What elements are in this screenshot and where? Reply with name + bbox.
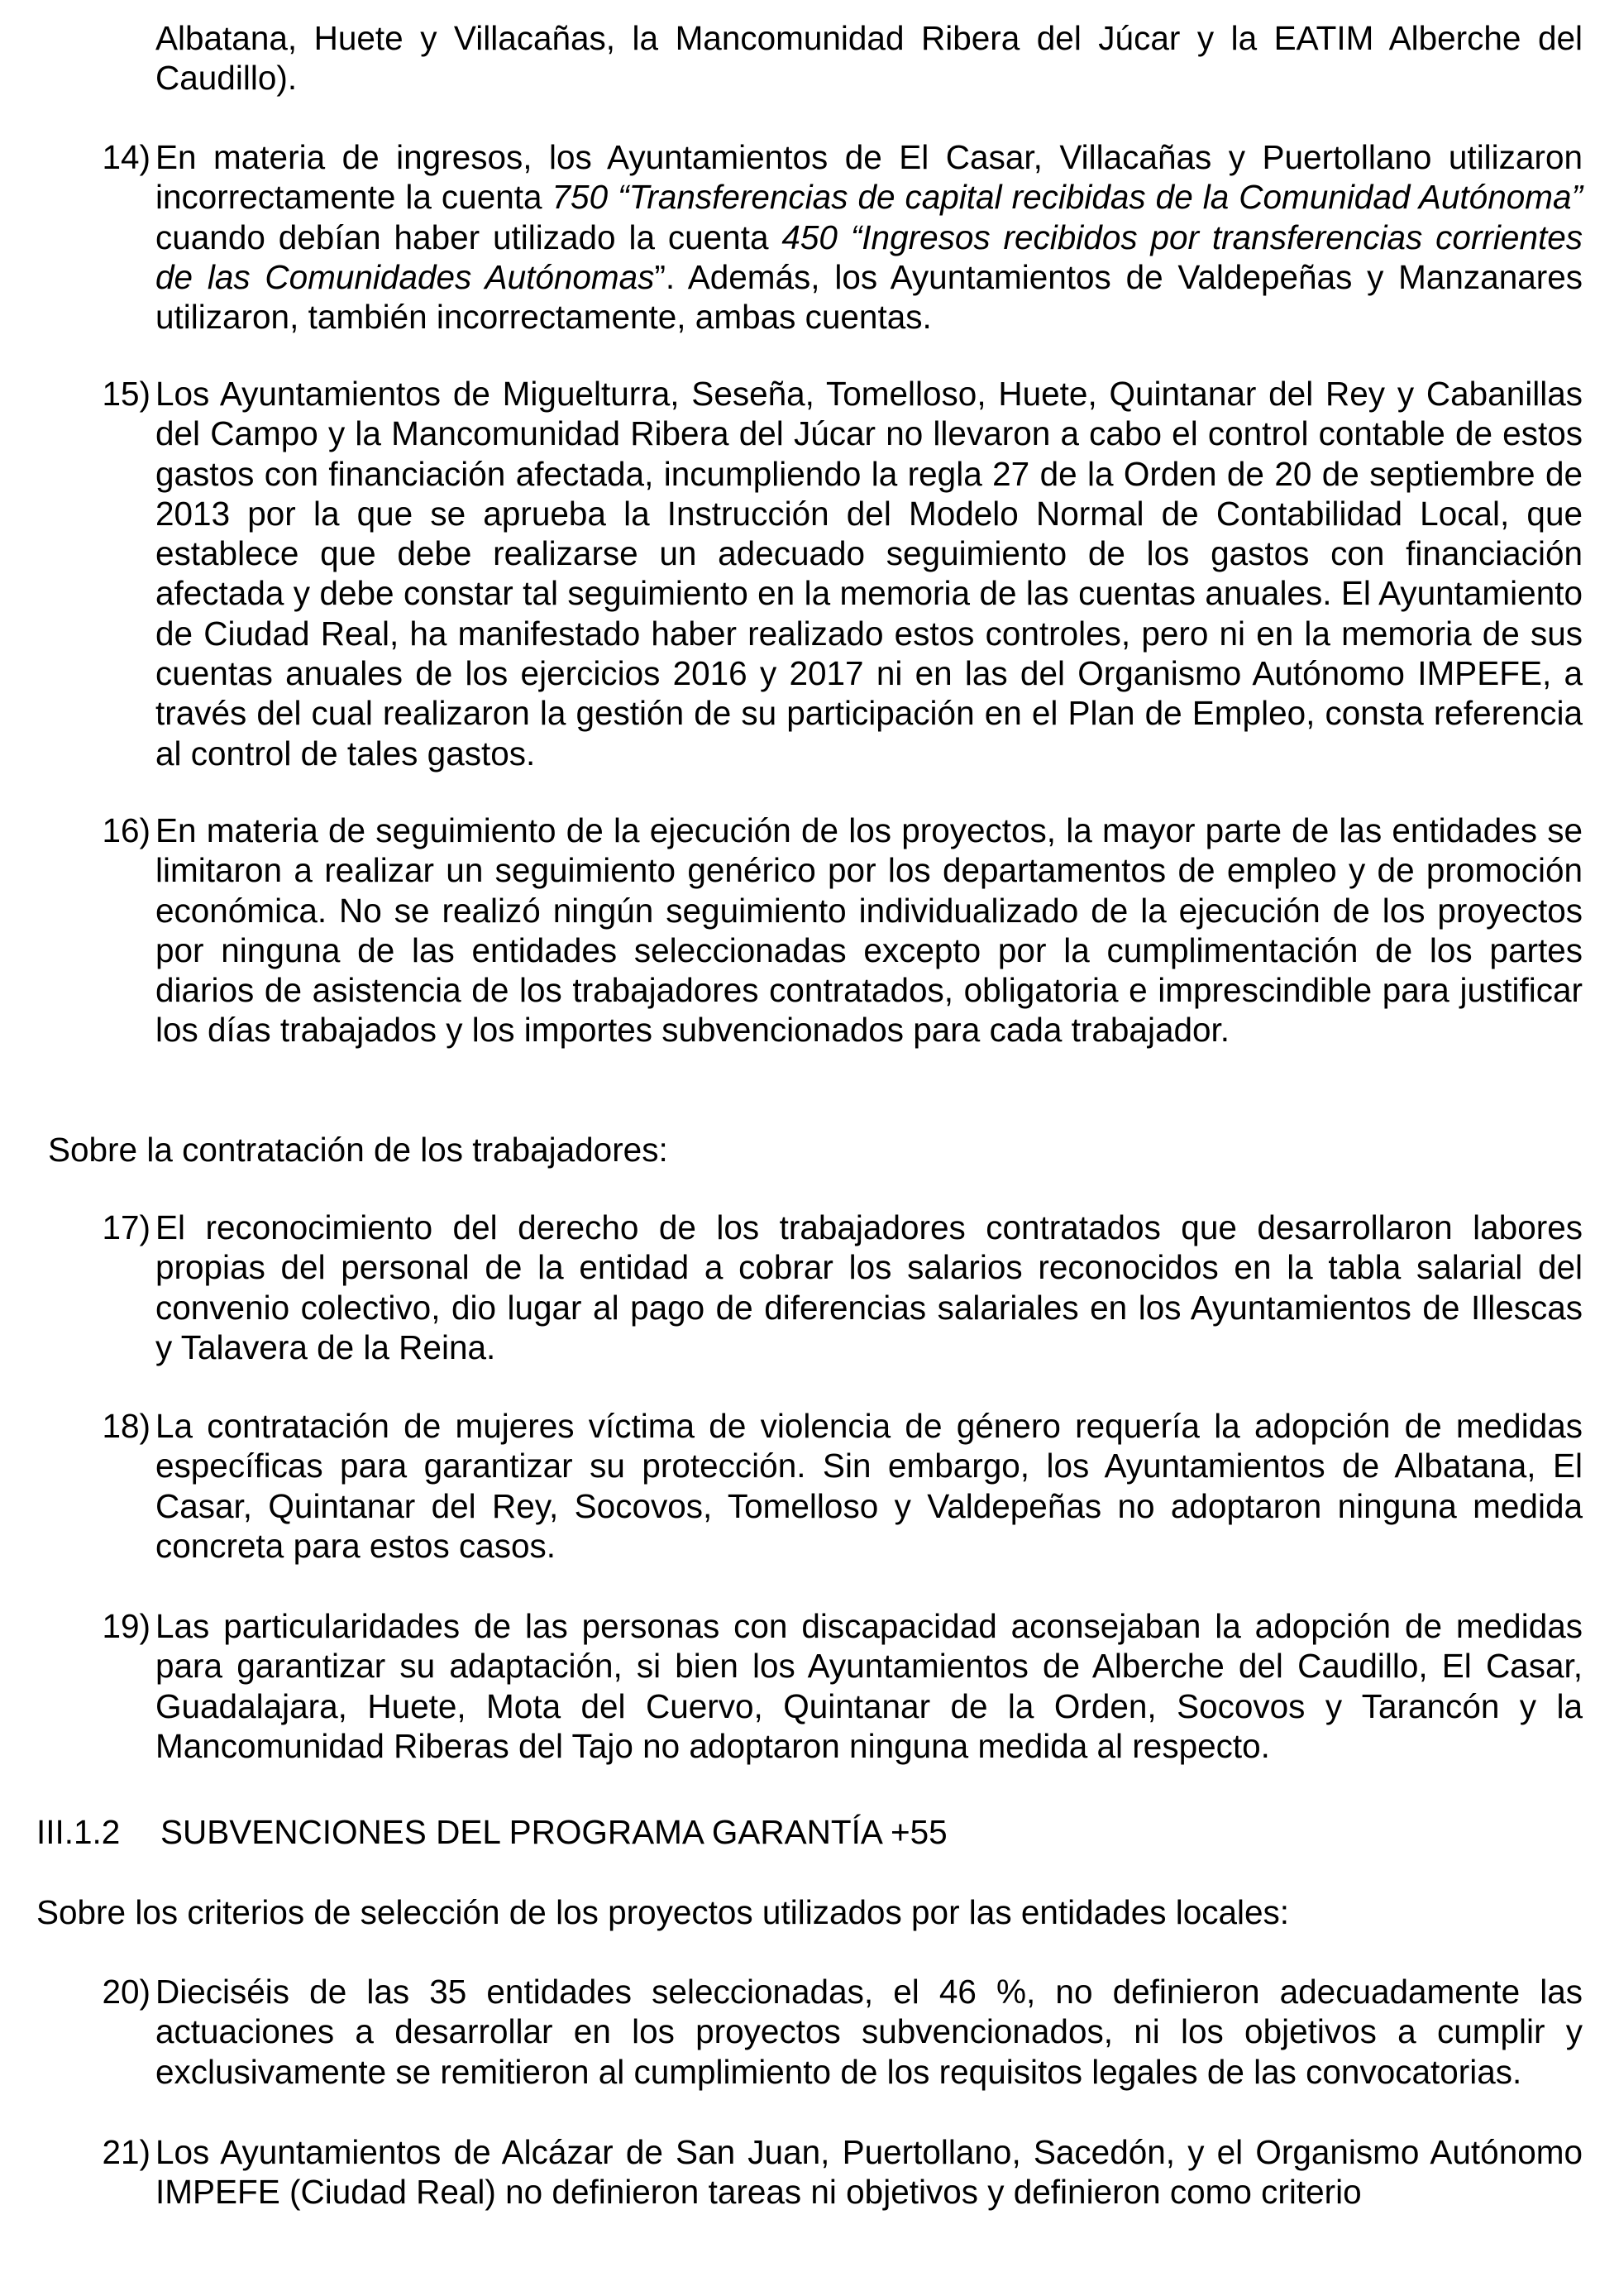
section-code: III.1.2 xyxy=(36,1813,121,1851)
item-text: El reconocimiento del derecho de los trabajadores contratados que desarrollaron labores propias del personal de la entidad a cobrar los salarios reconocidos en la tabla salarial del convenio colectivo, dio lugar al pago de diferencias salariales en los Ayuntamientos de Illescas y Talavera de la Reina. xyxy=(155,1208,1583,1366)
paragraph-criteria: Sobre los criterios de selección de los proyectos utilizados por las entidades locales: xyxy=(36,1893,1290,1931)
item-text: Los Ayuntamientos de Miguelturra, Seseña, Tomelloso, Huete, Quintanar del Rey y Cabanillas del Campo y la Mancomunidad Ribera del Júcar no llevaron a cabo el control contable de estos gastos con financiación afectada, incumpliendo la regla 27 de la Orden de 20 de septiembre de 2013 por la que se aprueba la Instrucción del Modelo Normal de Contabilidad Local, que establece que debe realizarse un adecuado seguimiento de los gastos con financiación afectada y debe constar tal seguimiento en la memoria de las cuentas anuales. El Ayuntamiento de Ciudad Real, ha manifestado haber realizado estos controles, pero ni en la memoria de sus cuentas anuales de los ejercicios 2016 y 2017 ni en las del Organismo Autónomo IMPEFE, a través del cual realizaron la gestión de su participación en el Plan de Empleo, consta referencia al control de tales gastos. xyxy=(155,375,1583,773)
item-number: 19) xyxy=(102,1607,150,1645)
section-heading xyxy=(36,1812,948,1852)
list-item-20 xyxy=(91,1972,1583,2092)
item-text: La contratación de mujeres víctima de violencia de género requería la adopción de medidas específicas para garantizar su protección. Sin embargo, los Ayuntamientos de Albatana, El Casar, Quintanar del Rey, Socovos, Tomelloso y Valdepeñas no adoptaron ninguna medida concreta para estos casos. xyxy=(155,1407,1583,1565)
item-text: Dieciséis de las 35 entidades seleccionadas, el 46 %, no definieron adecuadamente las actuaciones a desarrollar en los proyectos subvencionados, ni los objetivos a cumplir y exclusivamente se remitieron al cumplimiento de los requisitos legales de las convocatorias. xyxy=(155,1973,1583,2091)
list-item-16 xyxy=(91,811,1583,1050)
list-item-18 xyxy=(91,1406,1583,1566)
item-number: 14) xyxy=(102,138,150,176)
item-text: Las particularidades de las personas con discapacidad aconsejaban la adopción de medidas para garantizar su adaptación, si bien los Ayuntamientos de Alberche del Caudillo, El Casar, Guadalajara, Huete, Mota del Cuervo, Quintanar de la Orden, Socovos y Tarancón y la Mancomunidad Riberas del Tajo no adoptaron ninguna medida al respecto. xyxy=(155,1607,1583,1765)
list-item-15 xyxy=(91,374,1583,773)
item-number: 15) xyxy=(102,375,150,413)
item-number: 18) xyxy=(102,1407,150,1445)
paragraph-workers: Sobre la contratación de los trabajadores: xyxy=(48,1131,668,1169)
list-item-17 xyxy=(91,1208,1583,1367)
section-title: SUBVENCIONES DEL PROGRAMA GARANTÍA +55 xyxy=(160,1813,948,1851)
item-text: En materia de seguimiento de la ejecución de los proyectos, la mayor parte de las entidades se limitaron a realizar un seguimiento genérico por los departamentos de empleo y de promoción económica. No se realizó ningún seguimiento individualizado de la ejecución de los proyectos por ninguna de las entidades seleccionadas excepto por la cumplimentación de los partes diarios de asistencia de los trabajadores contratados, obligatoria e imprescindible para justificar los días trabajados y los importes subvencionados para cada trabajador. xyxy=(155,811,1583,1050)
item-number: 17) xyxy=(102,1208,150,1246)
item-text: En materia de ingresos, los Ayuntamientos de El Casar, Villacañas y Puertollano utilizaron incorrectamente la cuenta 750 “Transferencias de capital recibidas de la Comunidad Autónoma” cuando debían haber utilizado la cuenta 450 “Ingresos recibidos por transferencias corrientes de las Comunidades Autónomas”. Además, los Ayuntamientos de Valdepeñas y Manzanares utilizaron, también incorrectamente, ambas cuentas. xyxy=(155,138,1583,337)
item-text: Los Ayuntamientos de Alcázar de San Juan, Puertollano, Sacedón, y el Organismo Autónomo IMPEFE (Ciudad Real) no definieron tareas ni objetivos y definieron como criterio xyxy=(155,2133,1583,2212)
item-number: 21) xyxy=(102,2133,150,2171)
list-item-14 xyxy=(91,137,1583,337)
item-number: 20) xyxy=(102,1973,150,2011)
item-number: 16) xyxy=(102,811,150,849)
continued-paragraph: Albatana, Huete y Villacañas, la Mancomunidad Ribera del Júcar y la EATIM Alberche del Caudillo). xyxy=(155,19,1583,98)
list-item-19 xyxy=(91,1606,1583,1766)
list-item-21 xyxy=(91,2132,1583,2212)
